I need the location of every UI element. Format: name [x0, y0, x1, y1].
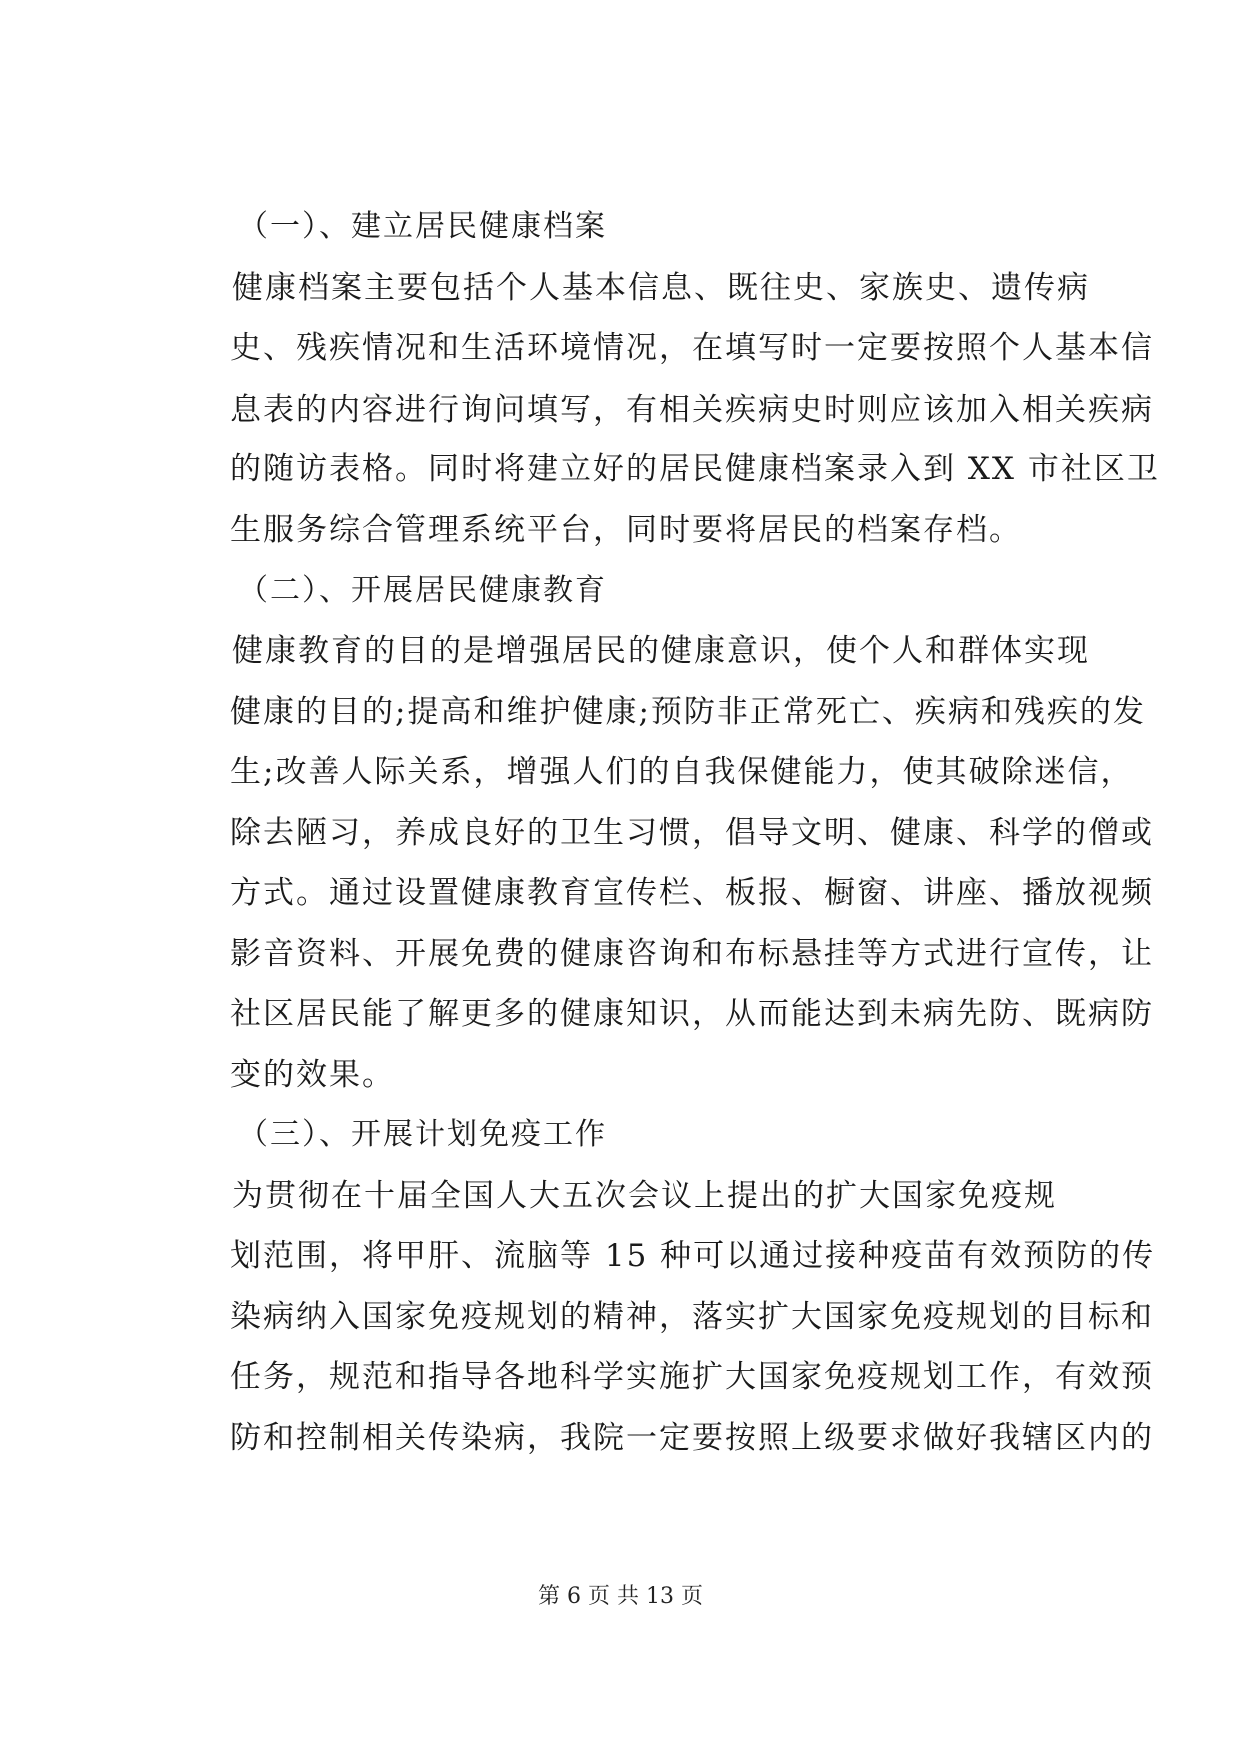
paragraph-line: 任务，规范和指导各地科学实施扩大国家免疫规划工作，有效预	[230, 1359, 1154, 1395]
paragraph-line: 生服务综合管理系统平台，同时要将居民的档案存档。	[230, 512, 1022, 548]
paragraph-line: 健康档案主要包括个人基本信息、既往史、家族史、遗传病	[232, 270, 1090, 306]
paragraph-line: 生;改善人际关系，增强人们的自我保健能力，使其破除迷信，	[230, 754, 1134, 790]
paragraph-line: 息表的内容进行询问填写，有相关疾病史时则应该加入相关疾病	[230, 392, 1154, 428]
paragraph-line: 防和控制相关传染病，我院一定要按照上级要求做好我辖区内的	[230, 1420, 1154, 1456]
paragraph-line: 为贯彻在十届全国人大五次会议上提出的扩大国家免疫规	[232, 1178, 1057, 1214]
paragraph-line: 史、残疾情况和生活环境情况，在填写时一定要按照个人基本信	[230, 330, 1154, 366]
section-heading-3: （三）、开展计划免疫工作	[238, 1117, 607, 1152]
section-heading-1: （一）、建立居民健康档案	[238, 209, 607, 244]
paragraph-line: 染病纳入国家免疫规划的精神，落实扩大国家免疫规划的目标和	[230, 1299, 1154, 1335]
paragraph-line: 变的效果。	[230, 1057, 395, 1093]
paragraph-line: 方式。通过设置健康教育宣传栏、板报、橱窗、讲座、播放视频	[230, 875, 1154, 911]
page-number-footer: 第 6 页 共 13 页	[538, 1584, 703, 1609]
paragraph-line: 健康的目的;提高和维护健康;预防非正常死亡、疾病和残疾的发	[230, 694, 1146, 730]
paragraph-line: 健康教育的目的是增强居民的健康意识，使个人和群体实现	[232, 633, 1090, 669]
paragraph-line: 除去陋习，养成良好的卫生习惯，倡导文明、健康、科学的僧或	[230, 815, 1154, 851]
section-heading-2: （二）、开展居民健康教育	[238, 573, 607, 608]
paragraph-line: 的随访表格。同时将建立好的居民健康档案录入到 XX 市社区卫	[230, 451, 1160, 487]
paragraph-line: 影音资料、开展免费的健康咨询和布标悬挂等方式进行宣传，让	[230, 936, 1154, 972]
paragraph-line: 划范围，将甲肝、流脑等 15 种可以通过接种疫苗有效预防的传	[230, 1238, 1156, 1274]
paragraph-line: 社区居民能了解更多的健康知识，从而能达到未病先防、既病防	[230, 996, 1154, 1032]
